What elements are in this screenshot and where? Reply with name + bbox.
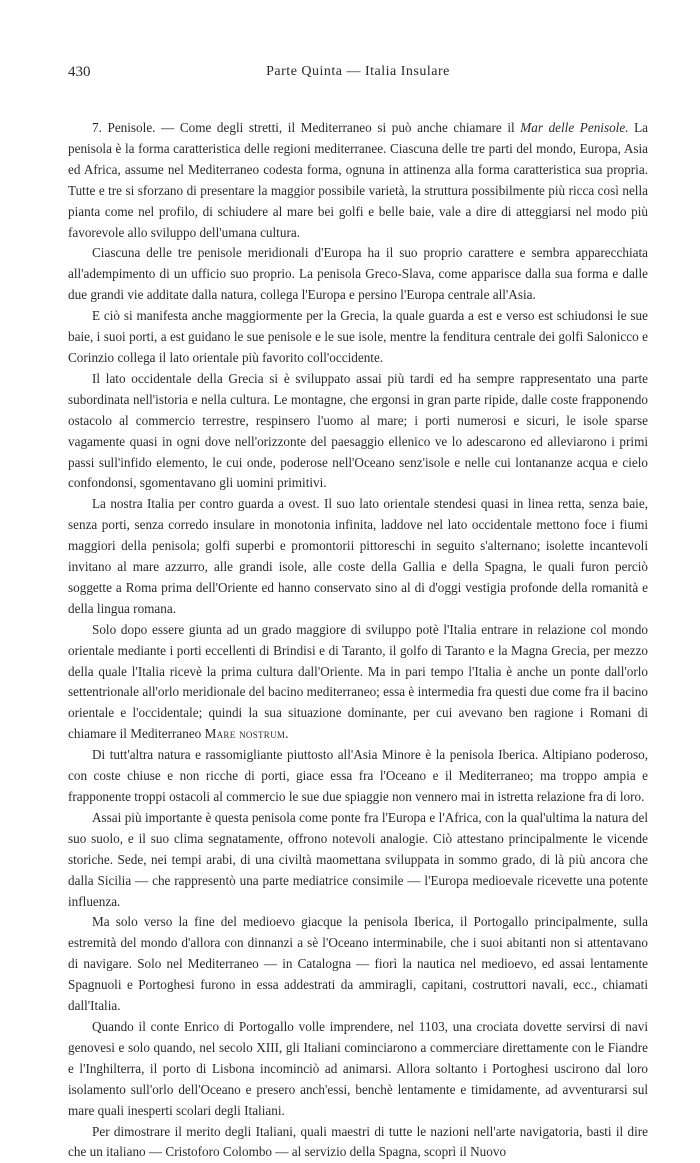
section-heading: 7. Penisole.: [92, 120, 155, 135]
paragraph-mare-nostrum: [68, 620, 648, 745]
paragraph: Di tutt'altra natura e rassomigliante piuttosto all'Asia Minore è la penisola Iberica. Altipiano poderoso, con coste chiuse e non ricche di porti, giace essa fra l'Oceano e il Mediterraneo; ma troppo ampia e frapponente troppi ostacoli al commercio le sue due spiaggie non vennero mai in istretta relazione fra di loro.: [68, 745, 648, 808]
page-number: 430: [68, 64, 91, 81]
body-text: [68, 118, 648, 1163]
paragraph-text: .: [285, 726, 288, 741]
page-header: [68, 64, 648, 86]
paragraph-text: Solo dopo essere giunta ad un grado maggiore di sviluppo potè l'Italia entrare in relazione col mondo orientale mediante i porti eccellenti di Brindisi e di Taranto, il golfo di Taranto e la Magna Grecia, per mezzo della quale l'Italia ricevè la prima cultura dall'Oriente. Ma in pari tempo l'Italia è anche un ponte dall'orlo settentrionale all'orlo meridionale del bacino mediterraneo; essa è intermedia fra questi due come fra il bacino orientale e l'occidentale; quindi la sua situazione dominante, per cui avevano ben ragione i Romani di chiamare il Mediterraneo: [68, 622, 648, 742]
paragraph: Il lato occidentale della Grecia si è sviluppato assai più tardi ed ha sempre rappresentato una parte subordinata nell'istoria e nella cultura. Le montagne, che ergonsi in gran parte ripide, dalle coste frapponendo ostacolo al commercio terrestre, respinsero l'uomo al mare; i porti numerosi e sicuri, le isole sparse vagamente quasi in ogni dove nell'orizzonte del paesaggio ellenico ve lo adescarono ed alleviarono i primi passi sull'infido elemento, le cui onde, poderose nell'Oceano senz'isole e nelle cui lontananze acqua e cielo confondonsi, sgomentavano gli uomini primitivi.: [68, 369, 648, 494]
small-caps-term: Mare nostrum: [205, 726, 286, 741]
paragraph-penisole: [68, 118, 648, 243]
paragraph: La nostra Italia per contro guarda a ovest. Il suo lato orientale stendesi quasi in linea retta, senza baie, senza porti, senza corredo insulare in monotonia infinita, laddove nel lato occidentale mettono foce i fiumi maggiori della penisola; golfi superbi e promontorii pittoreschi in seguito s'alternano; isolette incantevoli invitano al mare azzurro, alle grandi isole, alle coste della Gallia e della Spagna, le quali furon perciò soggette a Roma prima dell'Oriente ed hanno conservato sino al di d'oggi vestigia profonde della romanità e della lingua romana.: [68, 494, 648, 619]
paragraph: Ma solo verso la fine del medioevo giacque la penisola Iberica, il Portogallo principalmente, sulla estremità del mondo d'allora con dinnanzi a sè l'Oceano interminabile, che i suoi abitanti non si attentavano di navigare. Solo nel Mediterraneo — in Catalogna — fiorì la nautica nel medioevo, ed assai lentamente Spagnuoli e Portoghesi furono in essa addestrati da ammiragli, capitani, costruttori navali, ecc., chiamati dall'Italia.: [68, 912, 648, 1017]
paragraph: Per dimostrare il merito degli Italiani, quali maestri di tutte le nazioni nell'arte navigatoria, basti il dire che un italiano — Cristoforo Colombo — al servizio della Spagna, scoprì il Nuovo: [68, 1122, 648, 1163]
paragraph: Ciascuna delle tre penisole meridionali d'Europa ha il suo proprio carattere e sembra apparecchiata all'adempimento di un ufficio suo proprio. La penisola Greco-Slava, come apparisce dalla sua forma e dalle due grandi vie additate dalla natura, collega l'Europa e persino l'Europa centrale all'Asia.: [68, 243, 648, 306]
paragraph: Assai più importante è questa penisola come ponte fra l'Europa e l'Africa, con la qual'ultima la natura del suo suolo, e il suo clima segnatamente, offrono notevoli analogie. Ciò attestano principalmente le vicende storiche. Sede, nei tempi arabi, di una civiltà maomettana sviluppata in sommo grado, di là più ancora che dalla Sicilia — che rappresentò una parte mediatrice consimile — l'Europa medioevale ricevette una potente influenza.: [68, 808, 648, 913]
paragraph: Quando il conte Enrico di Portogallo volle imprendere, nel 1103, una crociata dovette servirsi di navi genovesi e solo quando, nel secolo XIII, gli Italiani cominciarono a commerciare direttamente con le Fiandre e l'Inghilterra, il porto di Lisbona incominciò ad animarsi. Allora soltanto i Portoghesi uscirono dal loro isolamento sull'orlo dell'Oceano e presero anch'essi, benchè lentamente e timidamente, ad avventurarsi sul mare quali inesperti scolari degli Italiani.: [68, 1017, 648, 1122]
running-head: Parte Quinta — Italia Insulare: [68, 64, 648, 80]
paragraph: E ciò si manifesta anche maggiormente per la Grecia, la quale guarda a est e verso est schiudonsi le sue baie, i suoi porti, a est guidano le sue penisole e le sue isole, mentre la fenditura centrale dei golfi Salonicco e Corinzio collega il lato orientale più favorito coll'occidente.: [68, 306, 648, 369]
paragraph-text: La penisola è la forma caratteristica delle regioni mediterranee. Ciascuna delle tre parti del mondo, Europa, Asia ed Africa, assume nel Mediterraneo codesta forma, ognuna in attinenza alla forma caratteristica sua propria. Tutte e tre si sforzano di presentare la maggior possibile varietà, la struttura possibilmente più ricca così nella pianta come nel profilo, di schiudere al mare bei golfi e belle baie, vale a dire di atteggiarsi nel modo più favorevole allo sviluppo dell'umana cultura.: [68, 120, 648, 240]
emphasized-term: Mar delle Penisole.: [520, 120, 628, 135]
paragraph-text: — Come degli stretti, il Mediterraneo si può anche chiamare il: [155, 120, 520, 135]
